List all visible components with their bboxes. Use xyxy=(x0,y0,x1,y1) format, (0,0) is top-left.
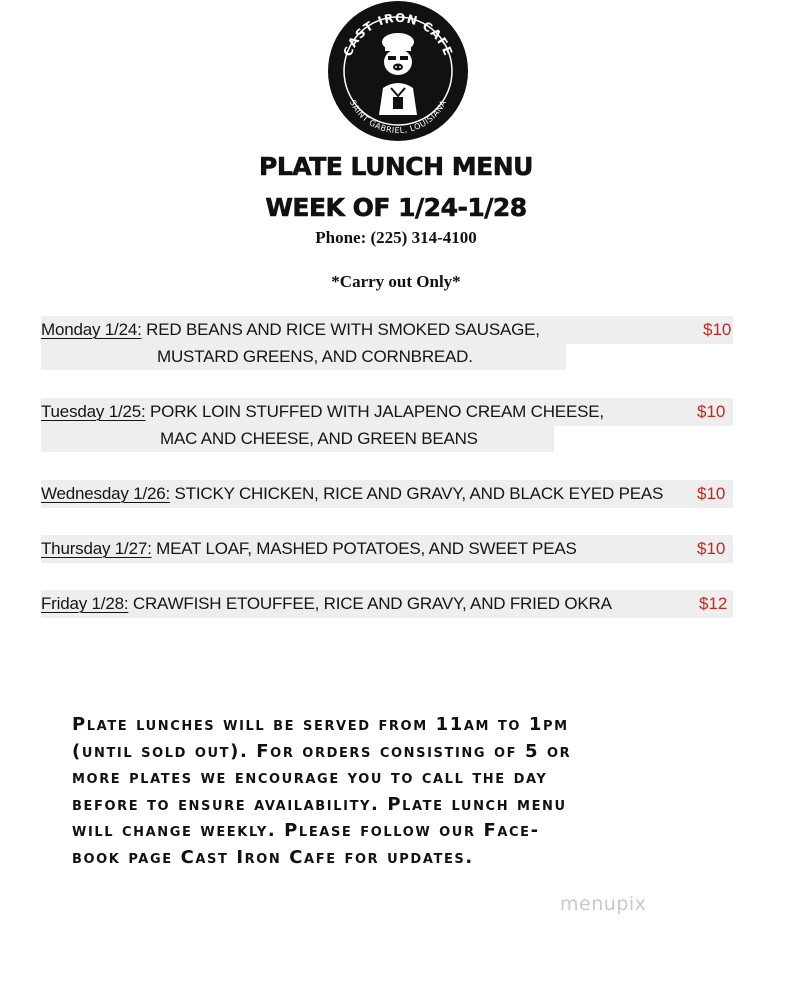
menu-row-friday xyxy=(41,594,612,614)
menu-day: Tuesday 1/25: xyxy=(41,402,146,421)
menu-row-wednesday xyxy=(41,484,663,504)
menu-dish: MEAT LOAF, MASHED POTATOES, AND SWEET PEAS xyxy=(156,539,577,558)
menu-title: PLATE LUNCH MENU xyxy=(259,152,533,181)
menu-dish: CRAWFISH ETOUFFEE, RICE AND GRAVY, AND FRIED OKRA xyxy=(132,594,612,613)
cast-iron-cafe-logo xyxy=(327,0,469,142)
menu-price: $10 xyxy=(697,484,726,503)
menu-dish: PORK LOIN STUFFED WITH JALAPENO CREAM CHEESE, xyxy=(150,402,604,421)
phone-number: Phone: (225) 314-4100 xyxy=(315,228,477,247)
service-notice xyxy=(72,712,732,871)
notice-line: book page Cast Iron Cafe for updates. xyxy=(72,846,474,868)
menu-day: Friday 1/28: xyxy=(41,594,129,613)
menu-day: Monday 1/24: xyxy=(41,320,142,339)
notice-line: before to ensure availability. Plate lunch menu xyxy=(72,793,567,815)
menu-price: $10 xyxy=(697,402,726,421)
menu-row-tuesday xyxy=(41,402,604,422)
menu-dish: STICKY CHICKEN, RICE AND GRAVY, AND BLACK EYED PEAS xyxy=(174,484,664,503)
menu-price: $10 xyxy=(703,320,732,339)
notice-line: (until sold out). For orders consisting of 5 or xyxy=(72,740,572,762)
menu-week: WEEK OF 1/24-1/28 xyxy=(265,193,527,222)
menu-row-thursday xyxy=(41,539,577,559)
logo-bottom-text: SAINT GABRIEL, LOUISIANA xyxy=(347,98,449,136)
menu-dish-continued: MUSTARD GREENS, AND CORNBREAD. xyxy=(157,347,473,366)
menu-day: Wednesday 1/26: xyxy=(41,484,170,503)
menu-price: $10 xyxy=(697,539,726,558)
menu-day: Thursday 1/27: xyxy=(41,539,152,558)
notice-line: Plate lunches will be served from 11am to 1pm xyxy=(72,714,569,735)
menu-price: $12 xyxy=(699,594,728,613)
menupix-watermark: menupix xyxy=(560,893,647,915)
menu-dish: RED BEANS AND RICE WITH SMOKED SAUSAGE, xyxy=(146,320,540,339)
logo-top-text: CAST IRON CAFE xyxy=(340,10,456,59)
menu-dish-continued: MAC AND CHEESE, AND GREEN BEANS xyxy=(160,429,478,448)
notice-line: more plates we encourage you to call the day xyxy=(72,767,548,788)
carry-out-note: *Carry out Only* xyxy=(331,272,461,291)
notice-line: will change weekly. Please follow our Face- xyxy=(72,820,540,841)
menu-row-monday xyxy=(41,320,540,340)
